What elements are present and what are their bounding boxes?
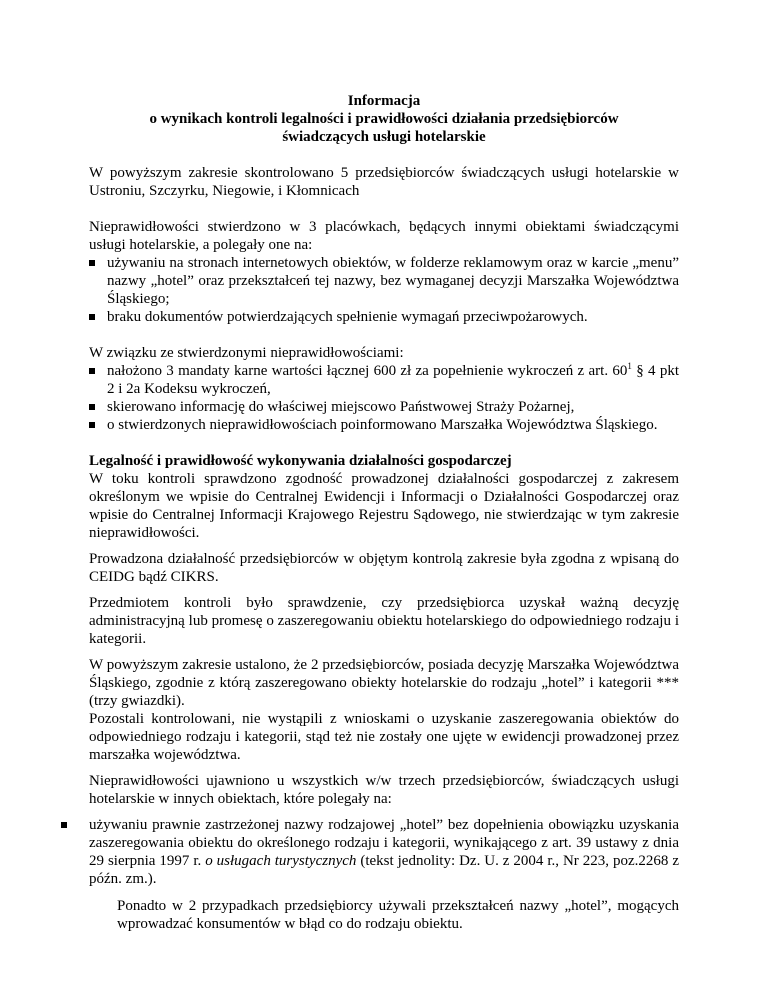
- irregularities-lead: Nieprawidłowości stwierdzono w 3 placówkach, będących innymi obiektami świadczącymi usługi hotelarskie, a polegały one na:: [89, 219, 679, 253]
- section-paragraph-6: Nieprawidłowości ujawniono u wszystkich w/w trzech przedsiębiorców, świadczących usługi hotelarskie w innych obiektach, które polegały na:: [89, 773, 679, 807]
- list-item: [89, 416, 679, 434]
- superscript: 1: [627, 361, 632, 371]
- square-bullet-icon: [89, 260, 95, 266]
- list-item: [89, 398, 679, 416]
- section-paragraph-1: W toku kontroli sprawdzono zgodność prowadzonej działalności gospodarczej z zakresem określonym we wpisie do Centralnej Ewidencji i Informacji o Działalności Gospodarczej oraz wpisie do Centralnej Informacji Krajowego Rejestru Sądowego, nie stwierdzając w tym zakresie nieprawidłowości.: [89, 471, 679, 541]
- section-paragraph-4: W powyższym zakresie ustalono, że 2 przedsiębiorców, posiada decyzję Marszałka Województwa Śląskiego, zgodnie z którą zaszeregowano obiekty hotelarskie do rodzaju „hotel” i kategorii *** (trzy gwiazdki).: [89, 657, 679, 709]
- section-paragraph-3: Przedmiotem kontroli było sprawdzenie, czy przedsiębiorca uzyskał ważną decyzję administracyjną lub promesę o zaszeregowaniu obiektu hotelarskiego do odpowiedniego rodzaju i kategorii.: [89, 595, 679, 647]
- list-item: [89, 816, 679, 888]
- list-item-text: używaniu na stronach internetowych obiektów, w folderze reklamowym oraz w karcie „menu” nazwy „hotel” oraz przekształceń tej nazwy, bez wymaganej decyzji Marszałka Województwa Śląskiego;: [107, 255, 679, 307]
- actions-lead: W związku ze stwierdzonymi nieprawidłowościami:: [89, 345, 404, 361]
- document-page: [89, 92, 679, 933]
- section-bullet-list: [89, 816, 679, 888]
- square-bullet-icon: [61, 822, 67, 828]
- doc-title-line1: Informacja: [347, 93, 421, 109]
- act-title-italic: o usługach turystycznych: [205, 853, 357, 869]
- irregularities-list: [89, 254, 679, 326]
- section-heading: Legalność i prawidłowość wykonywania działalności gospodarczej: [89, 453, 512, 469]
- actions-list: [89, 362, 679, 434]
- list-item-text: o stwierdzonych nieprawidłowościach poinformowano Marszałka Województwa Śląskiego.: [107, 417, 658, 433]
- section-paragraph-7: Ponadto w 2 przypadkach przedsiębiorcy używali przekształceń nazwy „hotel”, mogących wprowadzać konsumentów w błąd co do rodzaju obiektu.: [117, 898, 679, 932]
- section-paragraph-5: Pozostali kontrolowani, nie wystąpili z wnioskami o uzyskanie zaszeregowania obiektów do odpowiedniego rodzaju i kategorii, stąd też nie zostały one ujęte w ewidencji prowadzonej przez marszałka województwa.: [89, 711, 679, 763]
- list-item: [89, 362, 679, 398]
- square-bullet-icon: [89, 368, 95, 374]
- doc-title-line2: o wynikach kontroli legalności i prawidłowości działania przedsiębiorców: [149, 111, 619, 127]
- list-item-text: nałożono 3 mandaty karne wartości łącznej 600 zł za popełnienie wykroczeń z art. 60: [107, 363, 628, 379]
- list-item: [89, 254, 679, 308]
- list-item-text: § 4 pkt 2 i 2a Kodeksu wykroczeń,: [107, 363, 680, 397]
- list-item-text: używaniu prawnie zastrzeżonej nazwy rodzajowej „hotel” bez dopełnienia obowiązku uzyskania zaszeregowania obiektu do określonego rodzaju i kategorii, wynikającego z art. 39 ustawy z dnia 29 sierpnia 1997 r.: [89, 817, 679, 869]
- doc-title-line3: świadczących usługi hotelarskie: [282, 129, 486, 145]
- intro-paragraph: W powyższym zakresie skontrolowano 5 przedsiębiorców świadczących usługi hotelarskie w Ustroniu, Szczyrku, Niegowie, i Kłomnicach: [89, 165, 679, 199]
- section-paragraph-2: Prowadzona działalność przedsiębiorców w objętym kontrolą zakresie była zgodna z wpisaną do CEIDG bądź CIKRS.: [89, 551, 679, 585]
- list-item-text: (tekst jednolity: Dz. U. z 2004 r., Nr 223, poz.2268 z późn. zm.).: [89, 853, 679, 887]
- square-bullet-icon: [89, 314, 95, 320]
- list-item-text: skierowano informację do właściwej miejscowo Państwowej Straży Pożarnej,: [107, 399, 575, 415]
- square-bullet-icon: [89, 404, 95, 410]
- list-item-text: braku dokumentów potwierdzających spełnienie wymagań przeciwpożarowych.: [107, 309, 588, 325]
- list-item: [89, 308, 679, 326]
- square-bullet-icon: [89, 422, 95, 428]
